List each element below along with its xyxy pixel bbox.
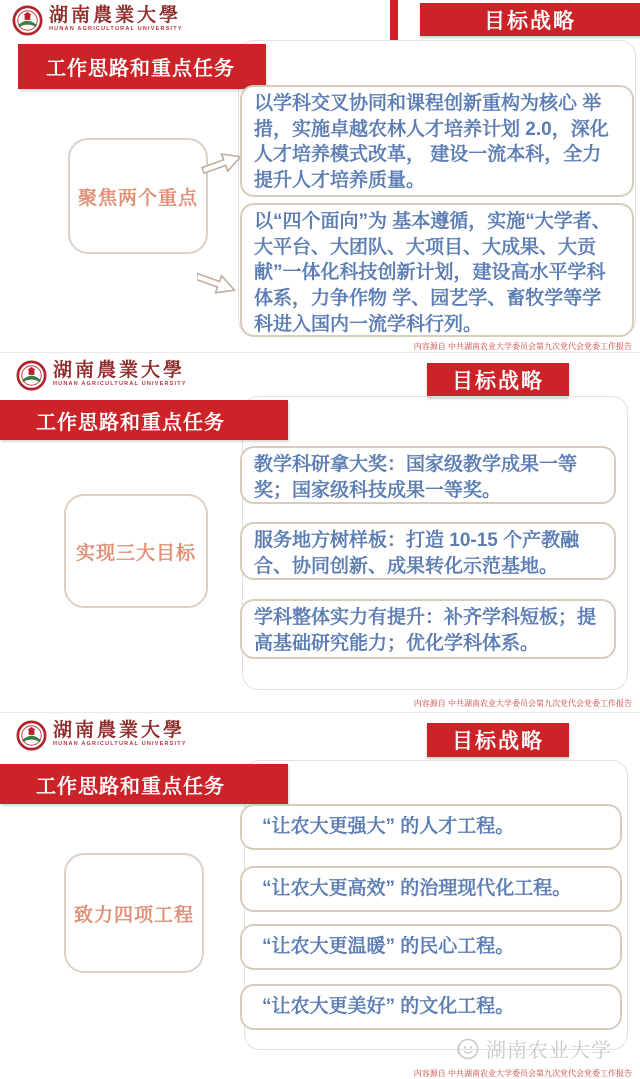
- slide-3: [0, 712, 640, 1079]
- wechat-watermark: [454, 1034, 612, 1063]
- university-name-cn: 湖南農業大學: [53, 719, 186, 741]
- arrow-right-down-icon: [197, 268, 238, 299]
- content-box: “让农大更强大” 的人才工程。: [240, 804, 622, 850]
- university-name: [53, 720, 187, 748]
- university-name-en: HUNAN AGRICULTURAL UNIVERSITY: [53, 381, 187, 387]
- content-box: 学科整体实力有提升：补齐学科短板；提高基础研究能力；优化学科体系。: [240, 599, 616, 659]
- goal-strategy-banner: 目标战略: [427, 723, 569, 757]
- slide-divider: [0, 712, 640, 713]
- focus-label-box: 聚焦两个重点: [68, 138, 208, 254]
- university-name-cn: 湖南農業大學: [49, 4, 182, 26]
- focus-label-box: 实现三大目标: [64, 494, 208, 608]
- watermark-account-name: 湖南农业大学: [486, 1040, 612, 1062]
- university-name-en: HUNAN AGRICULTURAL UNIVERSITY: [49, 26, 183, 32]
- university-name-cn: 湖南農業大學: [53, 359, 186, 381]
- section-title-banner: 工作思路和重点任务: [0, 764, 288, 804]
- university-name: [53, 360, 187, 388]
- university-logo: [12, 5, 183, 36]
- section-title-banner: 工作思路和重点任务: [18, 44, 266, 89]
- university-emblem-icon: [16, 720, 47, 751]
- content-box: 以“四个面向”为 基本遵循，实施“大学者、大平台、大团队、大项目、大成果、大贡献”一体化科技创新计划，建设高水平学科体系，力争作物 学、园艺学、畜牧学等学科进入国内一流学科行列。: [240, 203, 634, 337]
- university-logo: [16, 360, 187, 391]
- content-box: 以学科交叉协同和课程创新重构为核心 举措，实施卓越农林人才培养计划 2.0，深化人才培养模式改革， 建设一流本科，全力提升人才培养质量。: [240, 85, 634, 197]
- content-box: 教学科研拿大奖：国家级教学成果一等奖；国家级科技成果一等奖。: [240, 446, 616, 504]
- content-box: 服务地方树样板：打造 10-15 个产教融合、协同创新、成果转化示范基地。: [240, 522, 616, 580]
- goal-strategy-banner: 目标战略: [427, 363, 569, 397]
- source-note: 内容源自 中共湖南农业大学委员会第九次党代会党委工作报告: [413, 699, 632, 708]
- content-box: “让农大更美好” 的文化工程。: [240, 984, 622, 1030]
- slide-2: [0, 352, 640, 712]
- university-emblem-icon: [16, 360, 47, 391]
- section-title-banner: 工作思路和重点任务: [0, 400, 288, 440]
- wechat-icon: [454, 1036, 480, 1062]
- arrow-right-up-icon: [200, 148, 244, 179]
- content-box: “让农大更高效” 的治理现代化工程。: [240, 866, 622, 912]
- slide-divider: [0, 352, 640, 353]
- focus-label-box: 致力四项工程: [64, 853, 204, 973]
- banner-accent-strip: [390, 0, 398, 40]
- university-emblem-icon: [12, 5, 43, 36]
- slide-1: [0, 0, 640, 352]
- goal-strategy-banner: 目标战略: [420, 3, 640, 36]
- source-note: 内容源自 中共湖南农业大学委员会第九次党代会党委工作报告: [413, 342, 632, 351]
- source-note: 内容源自 中共湖南农业大学委员会第九次党代会党委工作报告: [413, 1069, 632, 1078]
- university-name-en: HUNAN AGRICULTURAL UNIVERSITY: [53, 741, 187, 747]
- university-logo: [16, 720, 187, 751]
- content-box: “让农大更温暖” 的民心工程。: [240, 924, 622, 970]
- university-name: [49, 5, 183, 33]
